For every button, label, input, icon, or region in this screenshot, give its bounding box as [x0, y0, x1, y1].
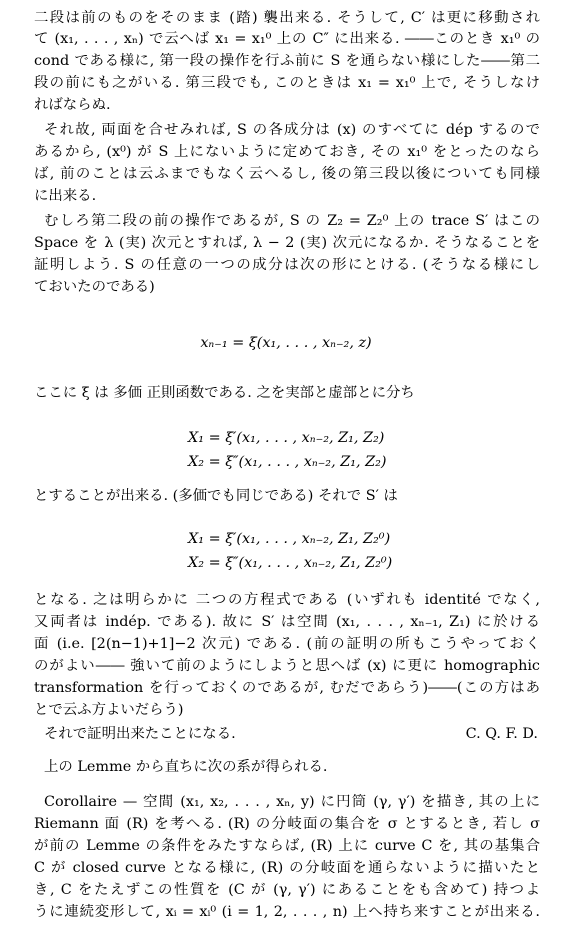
- text-line: transformation を行っておくのであるが, むだであらう)――(この方はあ: [34, 680, 540, 696]
- equation: X₁ = ξ′(x₁, . . . , xₙ₋₂, Z₁, Z₂⁰): [188, 531, 391, 547]
- text-line: Riemann 面 (R) を考へる. (R) の分岐面の集合を σ とするとき, 若し σ: [34, 816, 540, 832]
- equation: xₙ₋₁ = ξ(x₁, . . . , xₙ₋₂, z): [200, 335, 372, 351]
- text-line: ば, 前のことは云ふまでもなく云へるし, 後の第三段以後についても同様: [34, 166, 540, 182]
- text-line: が前の Lemme の条件をみたすならば, (R) 上に curve C を, 其の基集合: [34, 838, 540, 854]
- equation: X₁ = ξ′(x₁, . . . , xₙ₋₂, Z₁, Z₂): [188, 430, 385, 446]
- text-line: 証明しよう. S の任意の一つの成分は次の形にとける. (そうなる様にし: [34, 257, 540, 273]
- text-line: き, C をたえずこの性質を (C が (γ, γ′) にあることをも含めて) 持つよ: [34, 882, 540, 898]
- text-line: Corollaire — 空間 (x₁, x₂, . . . , xₙ, y) に円筒 (γ, γ′) を描き, 其の上に: [44, 794, 540, 810]
- text-line: に出来る.: [34, 188, 97, 204]
- text-line: とで云ふ方よいだらう): [34, 702, 184, 718]
- text-line: Space を λ (実) 次元とすれば, λ − 2 (実) 次元になるか. そうなることを: [34, 235, 540, 251]
- text-line: 面 (i.e. [2(n−1)+1]−2 次元) である. (前の証明の所もこうやっておく: [34, 636, 540, 652]
- text-line: のがよい―― 強いて前のようにしようと思へば (x) に更に homographic: [34, 658, 540, 674]
- text-line: C が closed curve となる様に, (R) の分岐面を通らないように描いたと: [34, 860, 540, 876]
- text-line: むしろ第二段の前の操作であるが, S の Z₂ = Z₂⁰ 上の trace S′ はこの: [44, 213, 540, 229]
- text-line: 段の前にも之がいる. 第三段でも, このときは x₁ = x₁⁰ 上で, そうしなけ: [34, 75, 540, 91]
- text-line: cond である様に, 第一段の操作を行ふ前に S を通らない様にした――第二: [34, 53, 540, 69]
- text-line: ておいたのである): [34, 279, 155, 295]
- text-line: 二段は前のものをそのまま (踏) 襲出来る. そうして, C′ は更に移動され: [34, 10, 540, 26]
- text-line: て (x₁, . . . , xₙ) で云へば x₁ = x₁⁰ 上の C″ に出来る. ――このとき x₁⁰ の: [34, 31, 540, 47]
- text-line: 上の Lemme から直ちに次の系が得られる.: [44, 759, 328, 775]
- text-line: それ故, 両面を合せみれば, S の各成分は (x) のすべてに dép するので: [44, 122, 540, 138]
- equation: X₂ = ξ″(x₁, . . . , xₙ₋₂, Z₁, Z₂⁰): [188, 555, 393, 571]
- equation: X₂ = ξ″(x₁, . . . , xₙ₋₂, Z₁, Z₂): [188, 454, 387, 470]
- text-line: ここに ξ は 多価 正則函数である. 之を実部と虚部とに分ち: [34, 385, 415, 401]
- qed-mark: C. Q. F. D.: [465, 726, 538, 742]
- text-line: うに連続変形して, xᵢ = xᵢ⁰ (i = 1, 2, . . . , n) 上へ持ち来すことが出来る.: [34, 904, 540, 920]
- text-line: とすることが出来る. (多価でも同じである) それで S′ は: [34, 488, 398, 504]
- text-line: となる. 之は明らかに 二つの方程式である (いずれも identité でなく,: [34, 592, 540, 608]
- text-line: それで証明出来たことになる.: [44, 726, 236, 742]
- text-line: ればならぬ.: [34, 97, 111, 113]
- text-line: 又両者は indép. である). 故に S′ は空間 (x₁, . . . , xₙ₋₁, Z₁) に於ける: [34, 614, 540, 630]
- text-line: あるから, (x⁰) が S 上にないように定めておき, その x₁⁰ をとったのなら: [34, 144, 540, 160]
